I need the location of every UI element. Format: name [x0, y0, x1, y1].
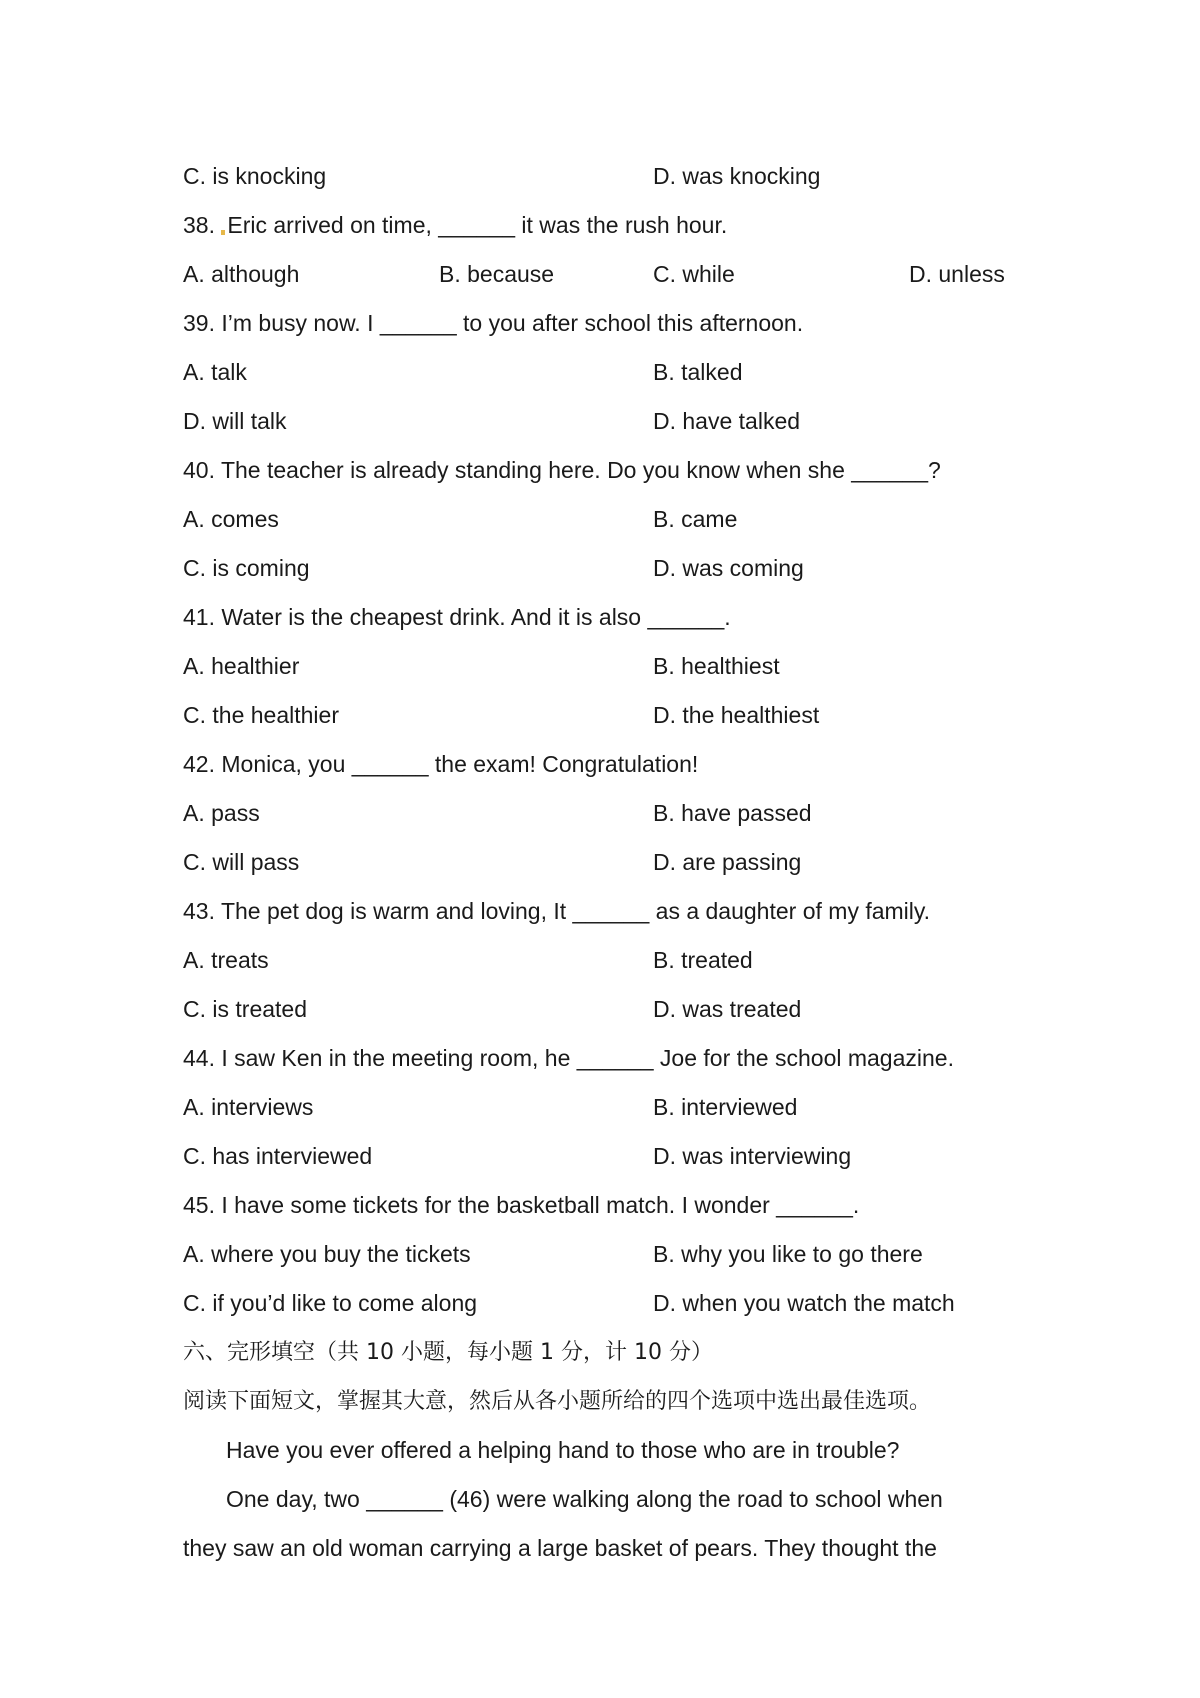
- q38-option-a[interactable]: A. although: [183, 261, 300, 287]
- q39-prompt: 39. I’m busy now. I ______ to you after school this afternoon.: [183, 310, 804, 336]
- section6-heading: 六、完形填空（共 10 小题，每小题 1 分，计 10 分）: [183, 1340, 713, 1365]
- q39-options-row-1: [183, 348, 1063, 397]
- q38-text: Eric arrived on time, ______ it was the rush hour.: [227, 212, 728, 238]
- q43-options-row-2: [183, 985, 1063, 1034]
- q45-option-b[interactable]: B. why you like to go there: [653, 1241, 923, 1267]
- q44-option-d[interactable]: D. was interviewing: [653, 1143, 852, 1169]
- q41-options-row-1: [183, 642, 1063, 691]
- q40-option-a[interactable]: A. comes: [183, 506, 279, 532]
- q44-options-row-2: [183, 1132, 1063, 1181]
- q40-option-b[interactable]: B. came: [653, 506, 738, 532]
- q45-option-a[interactable]: A. where you buy the tickets: [183, 1241, 471, 1267]
- q38-prompt: [183, 201, 1063, 250]
- q39-option-c[interactable]: D. will talk: [183, 408, 287, 434]
- q42-options-row-2: [183, 838, 1063, 887]
- q37-options-row: [183, 152, 1063, 201]
- q45-option-d[interactable]: D. when you watch the match: [653, 1290, 955, 1316]
- q40-option-c[interactable]: C. is coming: [183, 555, 310, 581]
- q39-option-b[interactable]: B. talked: [653, 359, 743, 385]
- q42-option-c[interactable]: C. will pass: [183, 849, 300, 875]
- q43-option-b[interactable]: B. treated: [653, 947, 753, 973]
- q37-option-d[interactable]: D. was knocking: [653, 163, 821, 189]
- edit-mark-icon: [221, 230, 225, 235]
- q42-option-a[interactable]: A. pass: [183, 800, 260, 826]
- q41-option-c[interactable]: C. the healthier: [183, 702, 339, 728]
- q45-option-c[interactable]: C. if you’d like to come along: [183, 1290, 478, 1316]
- q37-option-c[interactable]: C. is knocking: [183, 163, 327, 189]
- q45-options-row-1: [183, 1230, 1063, 1279]
- q44-option-a[interactable]: A. interviews: [183, 1094, 314, 1120]
- q38-option-b[interactable]: B. because: [439, 261, 555, 287]
- q40-prompt: 40. The teacher is already standing here. Do you know when she ______?: [183, 457, 941, 483]
- q43-option-d[interactable]: D. was treated: [653, 996, 802, 1022]
- q42-prompt: 42. Monica, you ______ the exam! Congratulation!: [183, 751, 699, 777]
- q39-option-d[interactable]: D. have talked: [653, 408, 801, 434]
- q43-option-a[interactable]: A. treats: [183, 947, 269, 973]
- q45-options-row-2: [183, 1279, 1063, 1328]
- q39-options-row-2: [183, 397, 1063, 446]
- passage-line-1: Have you ever offered a helping hand to those who are in trouble?: [226, 1437, 900, 1463]
- q42-option-d[interactable]: D. are passing: [653, 849, 802, 875]
- q42-option-b[interactable]: B. have passed: [653, 800, 812, 826]
- q42-options-row-1: [183, 789, 1063, 838]
- q40-options-row-1: [183, 495, 1063, 544]
- q41-prompt: 41. Water is the cheapest drink. And it is also ______.: [183, 604, 731, 630]
- q43-options-row-1: [183, 936, 1063, 985]
- q38-option-c[interactable]: C. while: [653, 261, 735, 287]
- q44-option-b[interactable]: B. interviewed: [653, 1094, 798, 1120]
- q45-prompt: 45. I have some tickets for the basketball match. I wonder ______.: [183, 1192, 860, 1218]
- q43-option-c[interactable]: C. is treated: [183, 996, 307, 1022]
- q41-option-b[interactable]: B. healthiest: [653, 653, 780, 679]
- passage-line-2: One day, two ______ (46) were walking along the road to school when: [226, 1486, 943, 1512]
- q44-prompt: 44. I saw Ken in the meeting room, he ______ Joe for the school magazine.: [183, 1045, 954, 1071]
- q40-options-row-2: [183, 544, 1063, 593]
- q41-option-a[interactable]: A. healthier: [183, 653, 300, 679]
- q38-options-row: [183, 250, 1063, 299]
- passage-line-3: they saw an old woman carrying a large basket of pears. They thought the: [183, 1535, 937, 1561]
- q38-number: 38.: [183, 212, 215, 238]
- q40-option-d[interactable]: D. was coming: [653, 555, 804, 581]
- q44-option-c[interactable]: C. has interviewed: [183, 1143, 373, 1169]
- section6-instruction: 阅读下面短文，掌握其大意，然后从各小题所给的四个选项中选出最佳选项。: [183, 1389, 932, 1414]
- q41-option-d[interactable]: D. the healthiest: [653, 702, 820, 728]
- q39-option-a[interactable]: A. talk: [183, 359, 247, 385]
- q41-options-row-2: [183, 691, 1063, 740]
- q38-option-d[interactable]: D. unless: [909, 261, 1005, 287]
- q43-prompt: 43. The pet dog is warm and loving, It ______ as a daughter of my family.: [183, 898, 931, 924]
- q44-options-row-1: [183, 1083, 1063, 1132]
